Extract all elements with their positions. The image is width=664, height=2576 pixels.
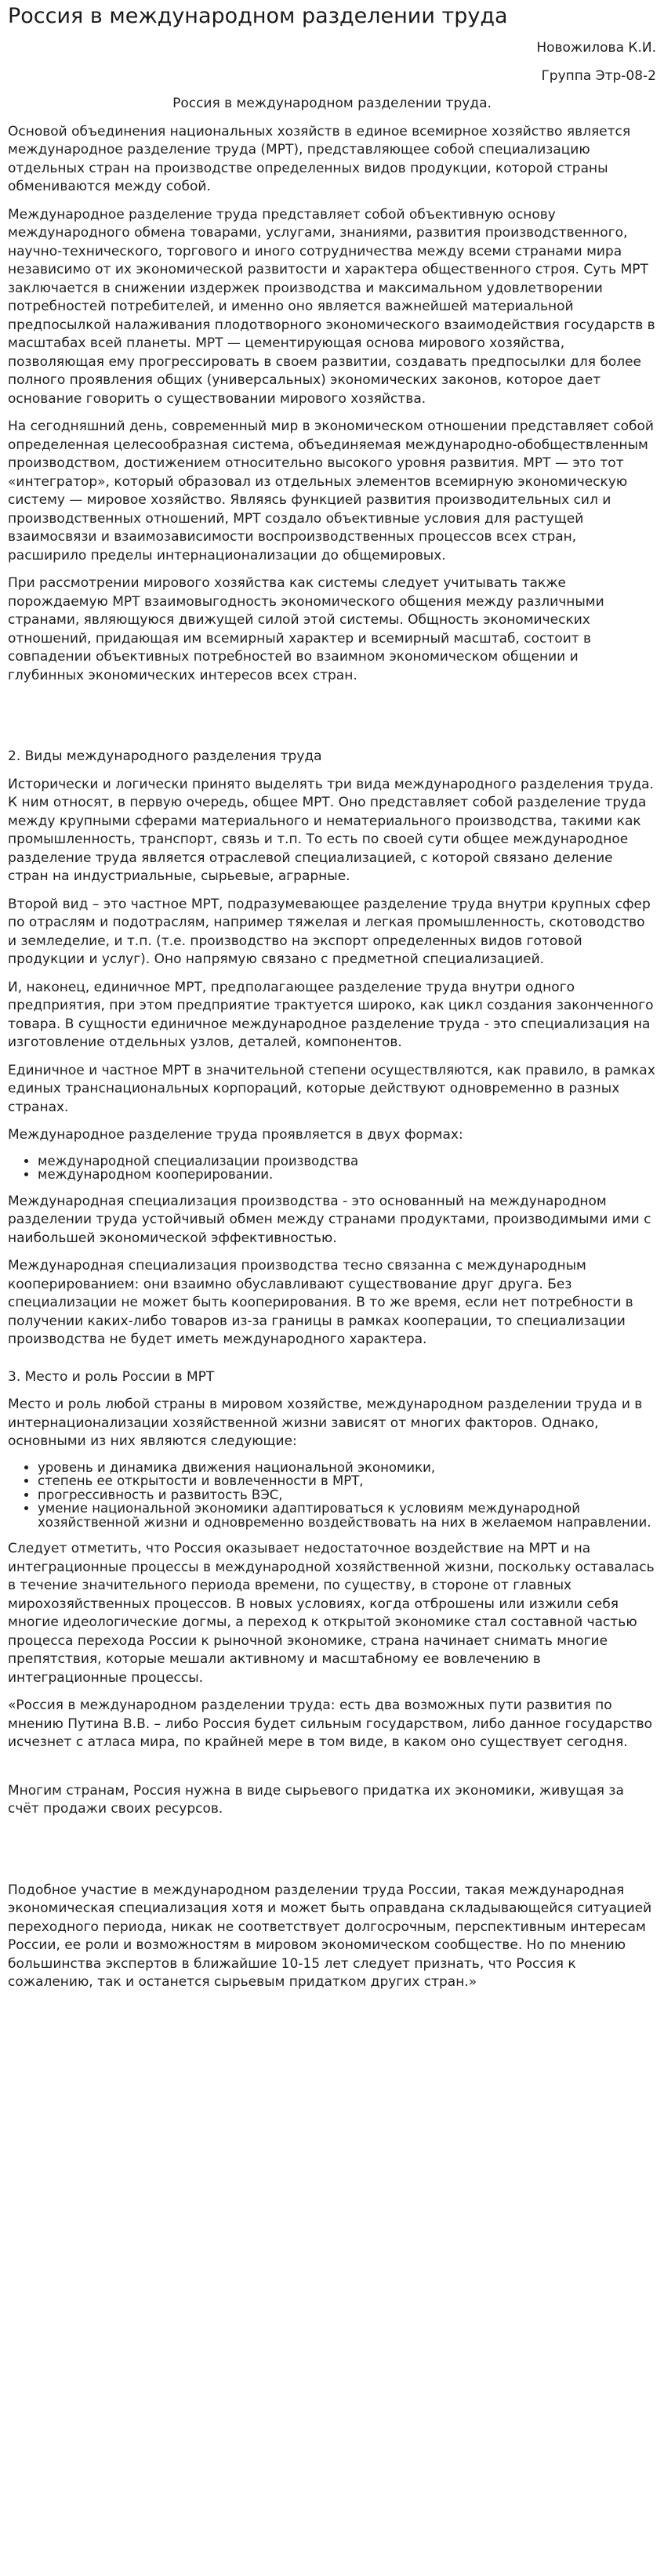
closing-paragraph: Подобное участие в международном разделении труда России, такая международная экономическая специализация хотя и может быть оправдана складывающейся ситуацией переходного периода, никак не соответствует долгосрочным, перспективным интересам России, ее роли и возможностям в мировом экономическом сообществе. Но по мнению большинства экспертов в ближайшие 10-15 лет следует признать, что Россия к сожалению, так и останется сырьевым придатком других стран.» bbox=[8, 1882, 652, 1990]
document-title: Россия в международном разделении труда bbox=[8, 4, 508, 28]
forms-list bbox=[8, 1154, 656, 1182]
section2-paragraph: И, наконец, единичное МРТ, предполагающее разделение труда внутри одного предприятия, при этом предприятие трактуется широко, как цикл создания законченного товара. В сущности единичное международное разделение труда - это специализация на изготовление отдельных узлов, деталей, компонентов. bbox=[8, 979, 654, 1050]
author-name: Новожилова К.И. bbox=[536, 40, 656, 56]
spacer bbox=[8, 1828, 656, 1882]
section3-paragraph: Многим странам, Россия нужна в виде сырьевого придатка их экономики, живущая за счёт продажи своих ресурсов. bbox=[8, 1782, 624, 1817]
spacer bbox=[8, 694, 656, 748]
section2-paragraph: Международное разделение труда проявляется в двух формах: bbox=[8, 1127, 463, 1143]
list-item: • международном кооперировании. bbox=[38, 1168, 656, 1182]
spacer bbox=[8, 1762, 656, 1782]
spacer bbox=[8, 1359, 656, 1368]
section3-paragraph: Место и роль любой страны в мировом хозяйстве, международном разделении труда и в интернационализации хозяйственной жизни зависят от многих факторов. Однако, основными из них являются следующие: bbox=[8, 1397, 643, 1449]
section2-paragraph: Второй вид – это частное МРТ, подразумевающее разделение труда внутри крупных сфер по отраслям и подотраслям, например тяжелая и легкая промышленность, скотоводство и земледелие, и т.п. (т.е. производство на экспорт определенных видов готовой продукции и услуг). Оно напрямую связано с предметной специализацией. bbox=[8, 896, 651, 967]
student-group: Группа Этр-08-2 bbox=[541, 67, 656, 84]
section-heading-types: 2. Виды международного разделения труда bbox=[8, 748, 322, 764]
section-heading-russia: 3. Место и роль России в МРТ bbox=[8, 1368, 215, 1385]
list-item: • степень ее открытости и вовлеченности в МРТ, bbox=[38, 1474, 656, 1488]
factors-list bbox=[8, 1461, 656, 1530]
intro-paragraph: Основой объединения национальных хозяйств в единое всемирное хозяйство является международное разделение труда (МРТ), представляющее собой специализацию отдельных стран на производстве определенных видов продукции, которой страны обмениваются между собой. bbox=[8, 123, 631, 194]
section2-paragraph: Международная специализация производства тесно связанна с международным кооперированием: они взаимно обуславливают существование друг друга. Без специализации не может быть кооперирования. В то же время, если нет потребности в получении каких-либо товаров из-за границы в рамках кооперации, то специализации производства не будет иметь международного характера. bbox=[8, 1258, 633, 1347]
section3-paragraph: Следует отметить, что Россия оказывает недостаточное воздействие на МРТ и на интеграционные процессы в международной хозяйственной жизни, поскольку оставалась в течение значительного периода времени, по существу, в стороне от главных мирохозяйственных процессов. В новых условиях, когда отброшены или изжили себя многие идеологические догмы, а переход к открытой экономике стал составной частью процесса перехода России к рыночной экономике, страна начинает снимать многие препятствия, которые мешали активному и масштабному ее вовлечению в интеграционные процессы. bbox=[8, 1541, 655, 1686]
list-item: • международной специализации производства bbox=[38, 1154, 656, 1168]
intro-paragraph: Международное разделение труда представляет собой объективную основу международного обмена товарами, услугами, знаниями, развития производственного, научно-технического, торгового и иного сотрудничества между всеми странами мира независимо от их экономической развитости и характера общественного строя. Суть МРТ заключается в снижении издержек производства и максимальном удовлетворении потребностей потребителей, и именно оно является важнейшей материальной предпосылкой налаживания плодотворного экономического взаимодействия государств в масштабах всей планеты. МРТ — цементирующая основа мирового хозяйства, позволяющая ему прогрессировать в своем развитии, создавать предпосылки для более полного проявления общих (универсальных) экономических законов, которое дает основание говорить о существовании мирового хозяйства. bbox=[8, 206, 655, 407]
list-item: • прогрессивность и развитость ВЭС, bbox=[38, 1488, 656, 1502]
quote-paragraph: «Россия в международном разделении труда: есть два возможных пути развития по мнению Путина В.В. – либо Россия будет сильным государством, либо данное государство исчезнет с атласа мира, по крайней мере в том виде, в каком оно существует сегодня. bbox=[8, 1697, 653, 1750]
document-subtitle: Россия в международном разделении труда. bbox=[172, 96, 492, 111]
intro-paragraph: На сегодняшний день, современный мир в экономическом отношении представляет собой определенная целесообразная система, объединяемая международно-обобществленным производством, достижением относительно высокого уровня развития. МРТ — это тот «интегратор», который образовал из отдельных элементов всемирную экономическую систему — мировое хозяйство. Являясь функцией развития производительных сил и производственных отношений, МРТ создало объективные условия для растущей взаимосвязи и взаимозависимости воспроизводственных процессов всех стран, расширило пределы интернационализации до общемировых. bbox=[8, 418, 654, 563]
section2-paragraph: Единичное и частное МРТ в значительной степени осуществляются, как правило, в рамках единых транснациональных корпораций, которые действуют одновременно в разных странах. bbox=[8, 1062, 655, 1115]
section2-paragraph: Исторически и логически принято выделять три вида международного разделения труда. К ним относят, в первую очередь, общее МРТ. Оно представляет собой разделение труда между крупными сферами материального и нематериального производства, такими как промышленность, транспорт, связь и т.п. То есть по своей сути общее международное разделение труда является отраслевой специализацией, с которой связано деление стран на индустриальные, сырьевые, аграрные. bbox=[8, 776, 654, 884]
list-item: • умение национальной экономики адаптироваться к условиям международной хозяйственной жизни и одновременно воздействовать на них в желаемом направлении. bbox=[38, 1502, 656, 1529]
list-item: • уровень и динамика движения национальной экономики, bbox=[38, 1461, 656, 1475]
intro-paragraph: При рассмотрении мирового хозяйства как системы следует учитывать также порождаемую МРТ взаимовыгодность экономического общения между различными странами, являющуюся движущей силой этой системы. Общность экономических отношений, придающая им всемирный характер и всемирный масштаб, состоит в совпадении объективных потребностей во взаимном экономическом общении и глубинных экономических интересов всех стран. bbox=[8, 575, 604, 683]
section2-paragraph: Международная специализация производства - это основанный на международном разделении труда устойчивый обмен между странами продуктами, производимыми ими с наибольшей экономической эффективностью. bbox=[8, 1193, 651, 1246]
